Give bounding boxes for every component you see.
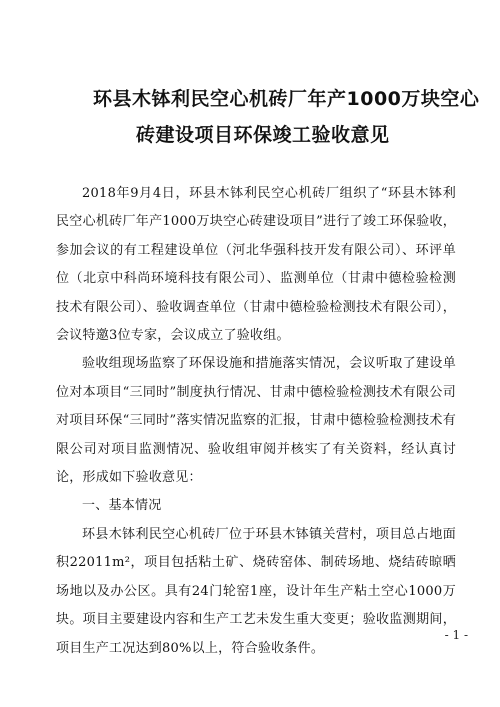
section-heading-basic-info: 一、基本情况: [82, 498, 162, 514]
document-title-line-2: 砖建设项目环保竣工验收意见: [136, 124, 390, 146]
paragraph-meeting-intro: 2018年9月4日，环县木钵利民空心机砖厂组织了“环县木钵利民空心机砖厂年产1000万块空心砖建设项目”进行了竣工环保验收，参加会议的有工程建设单位（河北华强科技开发有限公司）、环评单位（北京中科尚环境科技有限公司）、监测单位（甘肃中德检验检测技术有限公司）、验收调查单位（甘肃中德检验检测技术有限公司），会议特邀3位专家，会议成立了验收组。: [56, 186, 456, 344]
page-number: - 1 -: [444, 628, 468, 642]
paragraph-inspection: 验收组现场监察了环保设施和措施落实情况，会议听取了建设单位对本项目“三同时”制度执行情况、甘肃中德检验检测技术有限公司对项目环保“三同时”落实情况监察的汇报，甘肃中德检验检测技术有限公司对项目监测情况、验收组审阅并核实了有关资料，经认真讨论，形成如下验收意见：: [56, 356, 456, 486]
document-body: [56, 180, 456, 663]
document-title-line-1: 环县木钵利民空心机砖厂年产1000万块空心: [93, 88, 480, 110]
paragraph-basic-info: 环县木钵利民空心机砖厂位于环县木钵镇关营村，项目总占地面积22011m²，项目包括粘土矿、烧砖窑体、制砖场地、烧结砖晾晒场地以及办公区。具有24门轮窑1座，设计年生产粘土空心1000万块。项目主要建设内容和生产工艺未发生重大变更；验收监测期间，项目生产工况达到80%以上，符合验收条件。: [56, 526, 456, 656]
